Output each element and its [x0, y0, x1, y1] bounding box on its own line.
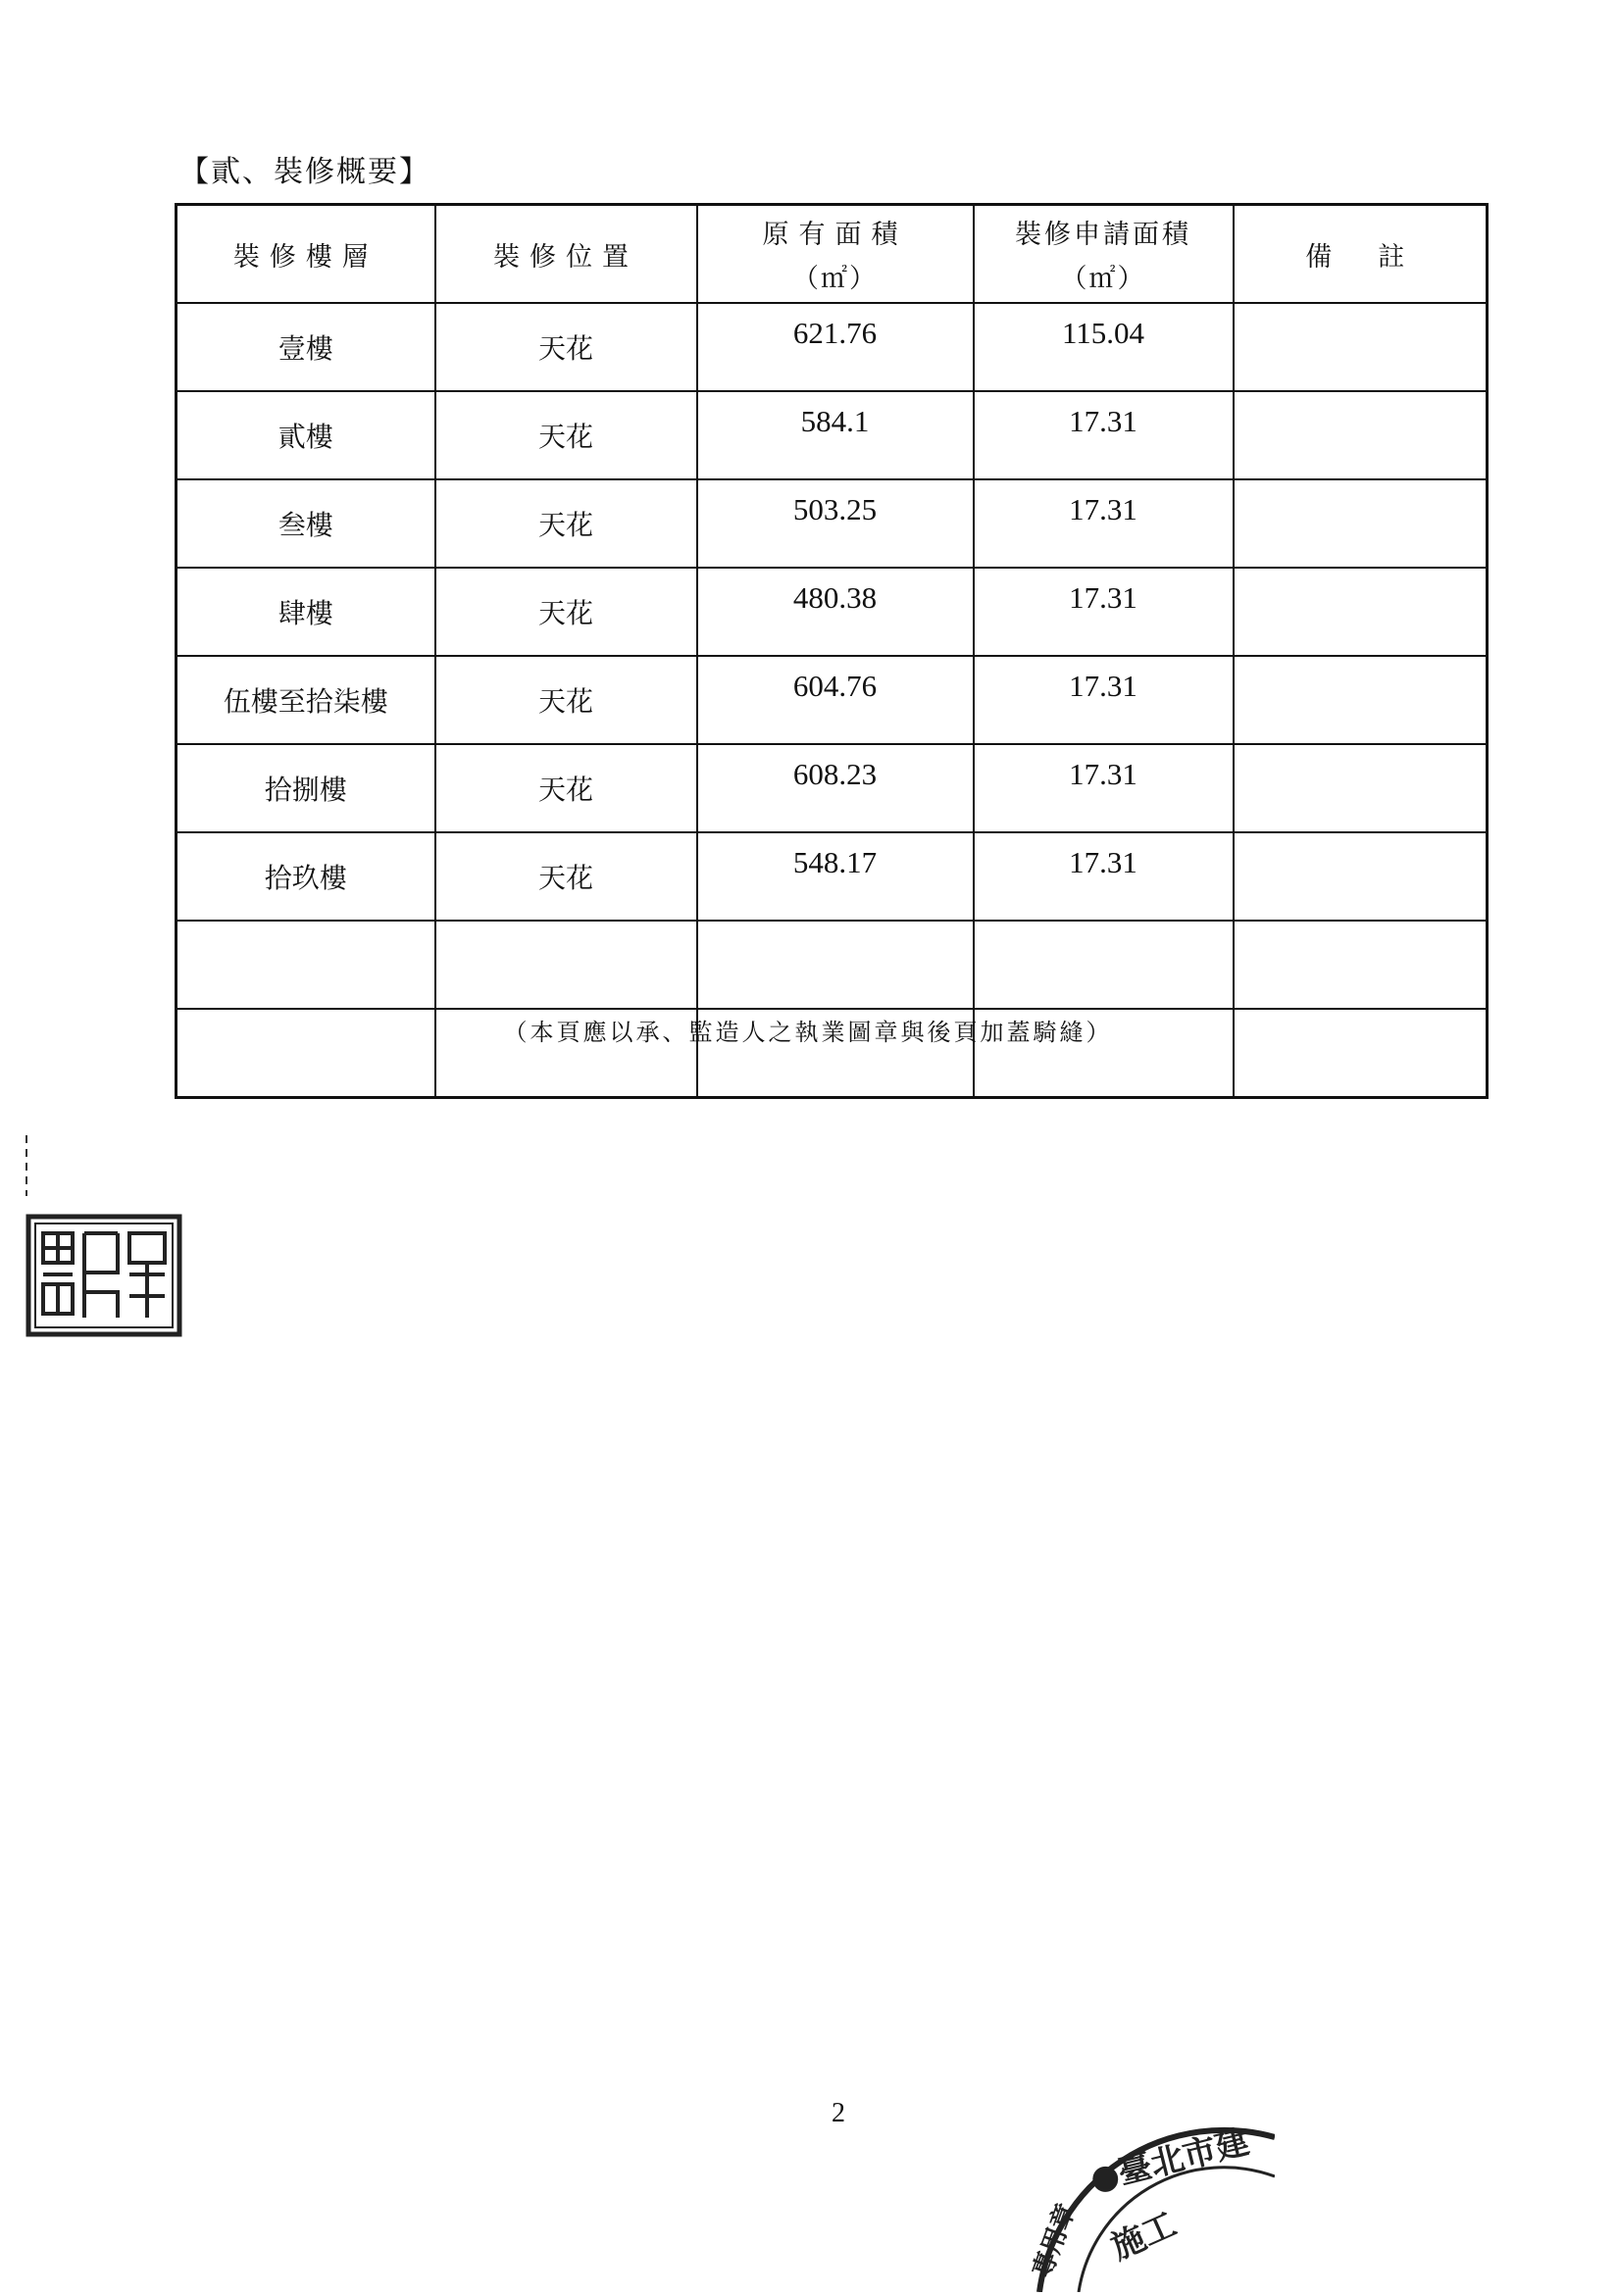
remarks-cell: [1234, 568, 1488, 656]
remarks-cell: [1234, 921, 1488, 1009]
original-area-cell: 621.76: [697, 303, 974, 391]
apply-area-cell: 17.31: [974, 391, 1234, 479]
floor-cell: 伍樓至拾柒樓: [177, 656, 435, 744]
original-area-cell: [697, 921, 974, 1009]
floor-cell: 拾玖樓: [177, 832, 435, 921]
original-area-cell: 503.25: [697, 479, 974, 568]
remarks-cell: [1234, 303, 1488, 391]
apply-area-cell: 17.31: [974, 568, 1234, 656]
original-area-cell: 604.76: [697, 656, 974, 744]
position-cell: 天花: [435, 744, 697, 832]
apply-area-cell: 17.31: [974, 479, 1234, 568]
apply-area-cell: 17.31: [974, 832, 1234, 921]
header-original-area-unit: （㎡）: [792, 264, 878, 294]
renovation-summary-table: [175, 203, 1489, 1099]
table-row: [177, 568, 1488, 656]
floor-cell: [177, 921, 435, 1009]
header-floor: 裝修樓層: [177, 205, 435, 304]
table-row: [177, 744, 1488, 832]
margin-tick-mark: [25, 1135, 27, 1196]
apply-area-cell: 17.31: [974, 744, 1234, 832]
table-row: [177, 656, 1488, 744]
original-area-cell: 480.38: [697, 568, 974, 656]
floor-cell: 叁樓: [177, 479, 435, 568]
original-area-cell: 608.23: [697, 744, 974, 832]
position-cell: [435, 921, 697, 1009]
remarks-cell: [1234, 391, 1488, 479]
table-header-row: [177, 205, 1488, 304]
remarks-cell: [1234, 656, 1488, 744]
table-row: [177, 921, 1488, 1009]
apply-area-cell: [974, 921, 1234, 1009]
page-number: 2: [832, 2098, 845, 2128]
svg-text:施工: 施工: [1105, 2205, 1183, 2269]
apply-area-cell: 115.04: [974, 303, 1234, 391]
table-row: [177, 391, 1488, 479]
position-cell: 天花: [435, 656, 697, 744]
floor-cell: 貳樓: [177, 391, 435, 479]
remarks-cell: [1234, 744, 1488, 832]
floor-cell: 拾捌樓: [177, 744, 435, 832]
header-original-area-label: 原有面積: [762, 220, 908, 250]
position-cell: 天花: [435, 303, 697, 391]
table-row: [177, 479, 1488, 568]
floor-cell: 壹樓: [177, 303, 435, 391]
table-row: [177, 832, 1488, 921]
section-title: 【貳、裝修概要】: [179, 155, 430, 189]
svg-text:●臺北市建: ●臺北市建: [1086, 2121, 1253, 2200]
header-original-area: [697, 205, 974, 304]
header-apply-area-label: 裝修申請面積: [1015, 220, 1191, 250]
svg-text:專用章: 專用章: [1028, 2199, 1083, 2282]
original-area-cell: 548.17: [697, 832, 974, 921]
stamp-instruction-note: （本頁應以承、監造人之執業圖章與後頁加蓋騎縫）: [503, 1019, 1113, 1046]
header-apply-area: [974, 205, 1234, 304]
position-cell: 天花: [435, 479, 697, 568]
architect-seal: [25, 1214, 182, 1341]
position-cell: 天花: [435, 832, 697, 921]
header-remarks: 備 註: [1234, 205, 1488, 304]
position-cell: 天花: [435, 391, 697, 479]
table-body: [177, 303, 1488, 1098]
position-cell: 天花: [435, 568, 697, 656]
apply-area-cell: 17.31: [974, 656, 1234, 744]
floor-cell: 肆樓: [177, 568, 435, 656]
table-row: [177, 303, 1488, 391]
remarks-cell: [1234, 832, 1488, 921]
original-area-cell: 584.1: [697, 391, 974, 479]
header-apply-area-unit: （㎡）: [1060, 264, 1146, 294]
header-position: 裝修位置: [435, 205, 697, 304]
remarks-cell: [1234, 479, 1488, 568]
